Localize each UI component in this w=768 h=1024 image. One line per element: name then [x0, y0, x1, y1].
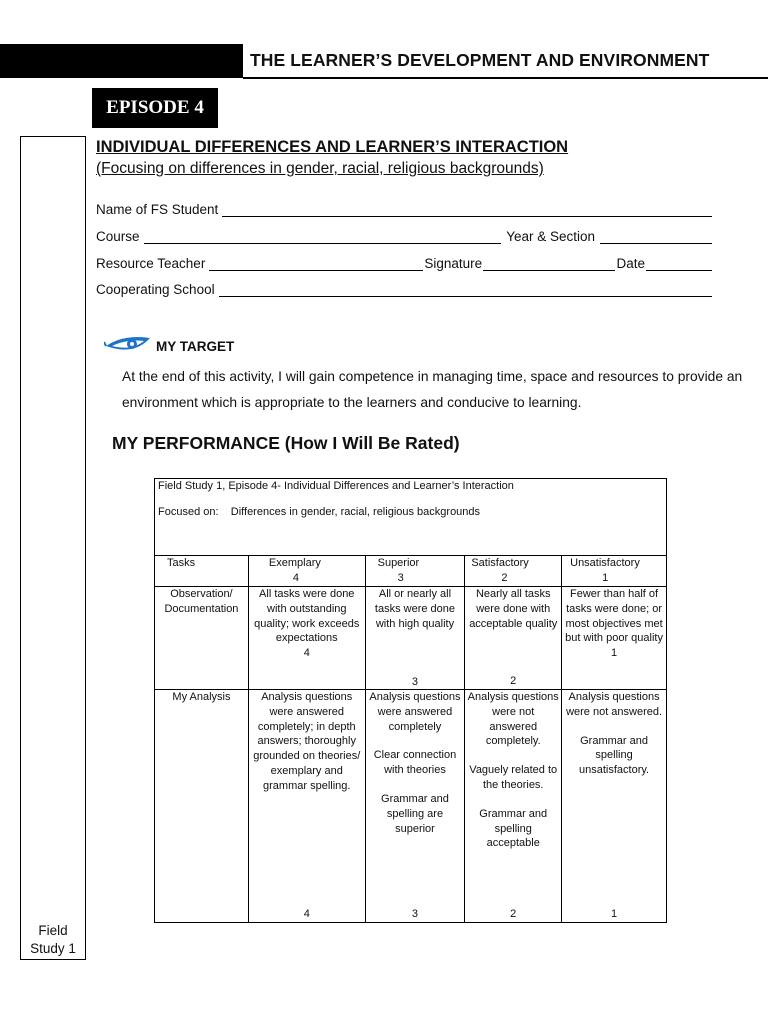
rubric-row-observation	[155, 587, 667, 690]
cell-analysis-exemplary: Analysis questions were answered completely; in depth answers; thoroughly grounded on theories/ exemplary and grammar spelling. 4	[248, 690, 365, 923]
course-field[interactable]	[144, 229, 502, 244]
cell-analysis-satisfactory: Analysis questions were not answered completely. Vaguely related to the theories. Grammar and spelling acceptable 2	[465, 690, 562, 923]
eye-target-icon	[104, 332, 154, 363]
course-label: Course	[96, 229, 140, 244]
header-exemplary: Exemplary 4	[248, 556, 365, 587]
course-row	[96, 224, 713, 244]
signature-field[interactable]	[483, 256, 615, 271]
header-rule	[243, 77, 768, 79]
resource-teacher-label: Resource Teacher	[96, 256, 206, 271]
year-section-label: Year & Section	[506, 229, 595, 244]
signature-label: Signature	[424, 256, 483, 271]
cell-analysis-superior: Analysis questions were answered completely Clear connection with theories Grammar and spelling are superior 3	[365, 690, 465, 923]
date-field[interactable]	[646, 256, 712, 271]
resource-teacher-field[interactable]	[209, 256, 423, 271]
cooperating-school-label: Cooperating School	[96, 282, 215, 297]
my-target-text: At the end of this activity, I will gain competence in managing time, space and resources to provide an environment which is appropriate to the learners and conducive to learning.	[122, 369, 743, 410]
header-black-bar	[0, 44, 243, 78]
rubric-table	[154, 478, 667, 923]
cell-observation-exemplary: All tasks were done with outstanding quality; work exceeds expectations 4	[248, 587, 365, 690]
student-name-row	[96, 197, 713, 217]
header-satisfactory: Satisfactory 2	[465, 556, 562, 587]
my-target-heading: MY TARGET	[156, 339, 235, 354]
cell-observation-unsatisfactory: Fewer than half of tasks were done; or most objectives met but with poor quality 1	[562, 587, 667, 690]
page-subtitle: (Focusing on differences in gender, racial, religious backgrounds)	[96, 160, 544, 177]
cell-analysis-unsatisfactory: Analysis questions were not answered. Grammar and spelling unsatisfactory. 1	[562, 690, 667, 923]
page-title: INDIVIDUAL DIFFERENCES AND LEARNER’S INTERACTION	[96, 138, 569, 156]
rubric-caption	[155, 479, 667, 556]
cell-observation-superior: All or nearly all tasks were done with high quality 3	[365, 587, 465, 690]
side-label-line1: Field	[38, 923, 68, 938]
cell-observation-satisfactory: Nearly all tasks were done with acceptable quality 2	[465, 587, 562, 690]
my-performance-heading: MY PERFORMANCE (How I Will Be Rated)	[112, 433, 460, 453]
rubric-caption-line2: Focused on: Differences in gender, racial, religious backgrounds	[158, 505, 481, 518]
year-section-field[interactable]	[600, 229, 712, 244]
header-title: THE LEARNER’S DEVELOPMENT AND ENVIRONMENT	[250, 50, 710, 70]
header-unsatisfactory: Unsatisfactory 1	[562, 556, 667, 587]
header-tasks: Tasks	[155, 556, 249, 587]
rubric-header-row	[155, 556, 667, 587]
task-analysis: My Analysis	[155, 690, 249, 923]
task-observation: Observation/ Documentation	[155, 587, 249, 690]
rubric-row-analysis	[155, 690, 667, 923]
header-superior: Superior 3	[365, 556, 465, 587]
rubric-caption-row	[155, 479, 667, 556]
teacher-row	[96, 251, 713, 271]
rubric-caption-line1: Field Study 1, Episode 4- Individual Differences and Learner’s Interaction	[158, 480, 514, 492]
side-box-label	[20, 922, 86, 958]
side-box	[20, 136, 86, 960]
side-label-line2: Study 1	[30, 941, 76, 956]
cooperating-school-field[interactable]	[219, 282, 712, 297]
date-label: Date	[616, 256, 645, 271]
school-row	[96, 277, 713, 297]
student-name-field[interactable]	[222, 202, 712, 217]
episode-badge: EPISODE 4	[92, 88, 218, 128]
student-name-label: Name of FS Student	[96, 202, 219, 217]
